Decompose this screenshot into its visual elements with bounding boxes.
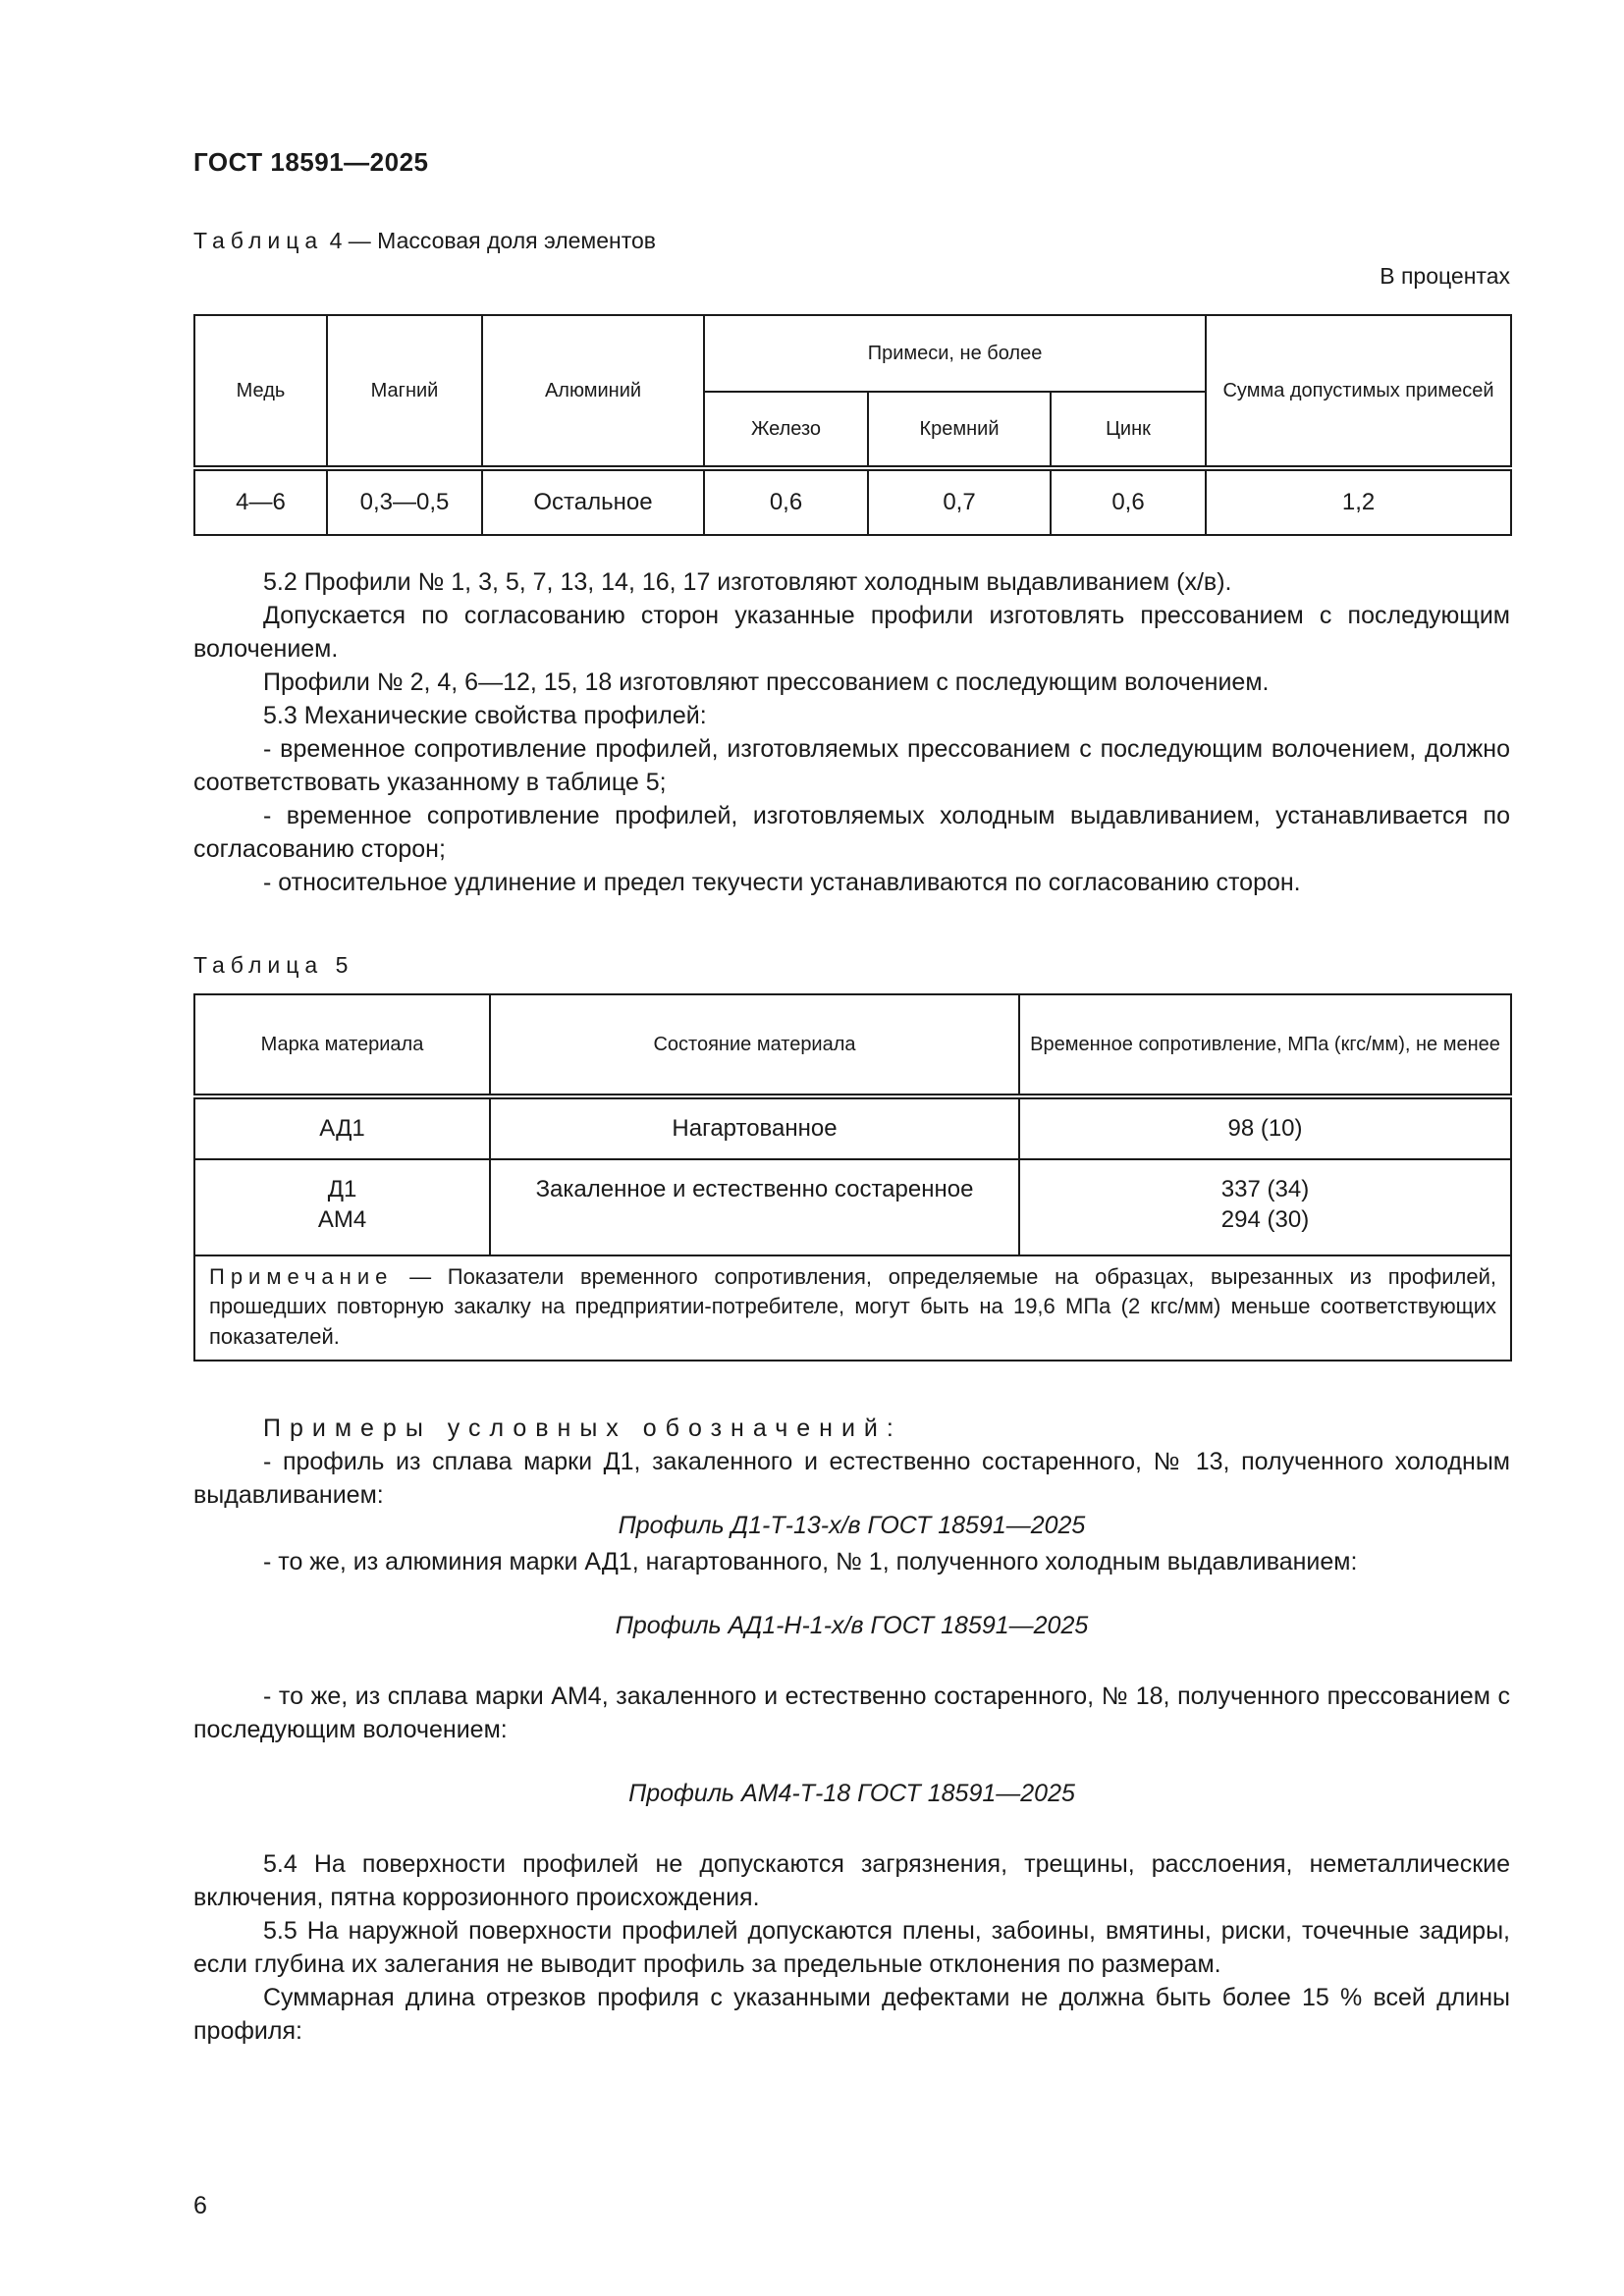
cell-line: АМ4: [317, 1206, 367, 1234]
examples-block: [193, 1680, 1510, 1746]
col-header-grade: Марка материала: [194, 994, 490, 1096]
table4-caption: [193, 228, 656, 254]
col-header-strength: Временное сопротивление, МПа (кгс/мм), не менее: [1019, 994, 1511, 1096]
designation-formula: Профиль АМ4-Т-18 ГОСТ 18591—2025: [628, 1780, 1075, 1807]
col-header-zinc: Цинк: [1051, 392, 1206, 468]
page-number: 6: [193, 2192, 207, 2219]
table4-caption-word: Таблица: [193, 228, 324, 253]
col-header-sum: Сумма допустимых примесей: [1206, 315, 1511, 468]
table-cell: 98 (10): [1019, 1096, 1511, 1159]
table4-caption-title: 4 — Массовая доля элементов: [329, 228, 657, 253]
paragraph: Суммарная длина отрезков профиля с указанными дефектами не должна быть более 15 % всей длины профиля:: [193, 1984, 1510, 2045]
cell-line: Д1: [327, 1176, 357, 1202]
col-header-silicon: Кремний: [868, 392, 1051, 468]
table5-caption: Таблица 5: [193, 952, 354, 978]
designation-formula: Профиль Д1-Т-13-х/в ГОСТ 18591—2025: [618, 1512, 1086, 1539]
section-text-1: [193, 565, 1510, 899]
paragraph: 5.3 Механические свойства профилей:: [263, 702, 707, 729]
paragraph: - временное сопротивление профилей, изготовляемых прессованием с последующим волочением, должно соответствовать указанному в таблице 5;: [193, 735, 1510, 796]
table-cell: АД1: [194, 1096, 490, 1159]
cell-line: 294 (30): [1220, 1206, 1310, 1234]
table-row: [194, 468, 1511, 535]
table-cell: 0,3—0,5: [327, 468, 482, 535]
col-header-copper: Медь: [194, 315, 327, 468]
table-cell: 0,6: [1051, 468, 1206, 535]
table-cell: [194, 1159, 490, 1255]
paragraph: 5.5 На наружной поверхности профилей допускаются плены, забоины, вмятины, риски, точечные задиры, если глубина их залегания не выводит профиль за предельные отклонения по размерам.: [193, 1917, 1510, 1978]
table-note: [194, 1255, 1511, 1361]
table-cell: Остальное: [482, 468, 704, 535]
examples-block: [193, 1412, 1510, 1512]
table-row: [194, 1159, 1511, 1255]
table4: [193, 314, 1512, 536]
table-cell: Нагартованное: [490, 1096, 1019, 1159]
paragraph: - то же, из сплава марки АМ4, закаленного и естественно состаренного, № 18, полученного прессованием с последующим волочением:: [193, 1682, 1510, 1743]
paragraph: 5.4 На поверхности профилей не допускаются загрязнения, трещины, расслоения, неметаллические включения, пятна коррозионного происхождения.: [193, 1850, 1510, 1911]
table-cell: 0,6: [704, 468, 868, 535]
table-cell: 1,2: [1206, 468, 1511, 535]
cell-line: 337 (34): [1220, 1176, 1310, 1202]
note-text: — Показатели временного сопротивления, определяемые на образцах, вырезанных из профилей, прошедших повторную закалку на предприятии-потребителе, могут быть на 19,6 МПа (2 кгс/мм) меньше соответствующих показателей.: [209, 1264, 1496, 1349]
table-cell: Закаленное и естественно состаренное: [490, 1159, 1019, 1255]
paragraph: - то же, из алюминия марки АД1, нагартованного, № 1, полученного холодным выдавливанием:: [263, 1548, 1358, 1575]
examples-title: Примеры условных обозначений:: [263, 1415, 902, 1442]
paragraph: - относительное удлинение и предел текучести устанавливаются по согласованию сторон.: [263, 869, 1301, 896]
col-header-iron: Железо: [704, 392, 868, 468]
designation-formula: Профиль АД1-Н-1-х/в ГОСТ 18591—2025: [615, 1612, 1089, 1639]
table-cell: [1019, 1159, 1511, 1255]
paragraph: Профили № 2, 4, 6—12, 15, 18 изготовляют прессованием с последующим волочением.: [263, 668, 1270, 696]
col-header-magnesium: Магний: [327, 315, 482, 468]
table5: [193, 993, 1512, 1362]
examples-block: [193, 1545, 1510, 1578]
col-header-state: Состояние материала: [490, 994, 1019, 1096]
document-header: ГОСТ 18591—2025: [193, 147, 429, 177]
col-header-aluminium: Алюминий: [482, 315, 704, 468]
section-text-2: [193, 1847, 1510, 2048]
col-header-impurities: Примеси, не более: [704, 315, 1206, 392]
paragraph: 5.2 Профили № 1, 3, 5, 7, 13, 14, 16, 17 изготовляют холодным выдавливанием (х/в).: [263, 568, 1232, 596]
note-label: Примечание: [209, 1264, 394, 1289]
table-cell: 4—6: [194, 468, 327, 535]
table-row: [194, 1096, 1511, 1159]
table-cell: 0,7: [868, 468, 1051, 535]
paragraph: Допускается по согласованию сторон указанные профили изготовлять прессованием с последующим волочением.: [193, 602, 1510, 663]
paragraph: - временное сопротивление профилей, изготовляемых холодным выдавливанием, устанавливается по согласованию сторон;: [193, 802, 1510, 863]
table-note-row: [194, 1255, 1511, 1361]
paragraph: - профиль из сплава марки Д1, закаленного и естественно состаренного, № 13, полученного холодным выдавливанием:: [193, 1448, 1510, 1509]
table4-units: В процентах: [1380, 263, 1510, 289]
